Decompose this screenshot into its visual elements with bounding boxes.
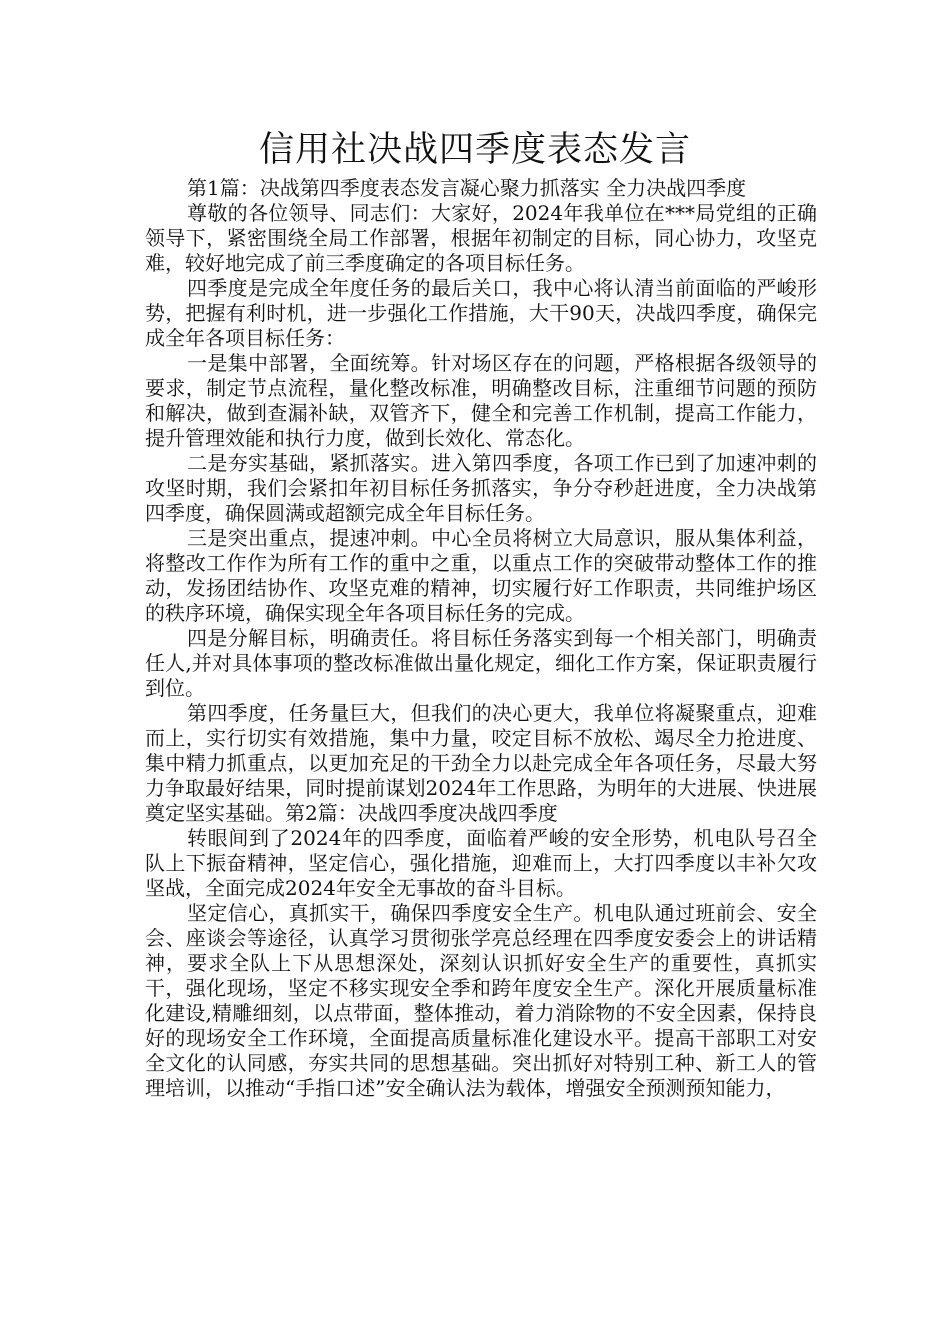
paragraph: 三是突出重点，提速冲刺。中心全员将树立大局意识，服从集体利益，将整改工作作为所有工作的重中之重，以重点工作的突破带动整体工作的推动，发扬团结协作、攻坚克难的精神，切实履行好工作职责，共同维护场区的秩序环境，确保实现全年各项目标任务的完成。 [145,526,817,625]
document-body [145,176,817,1101]
paragraph: 四季度是完成全年度任务的最后关口，我中心将认清当前面临的严峻形势，把握有利时机，进一步强化工作措施，大干90天，决战四季度，确保完成全年各项目标任务： [145,276,817,350]
section-heading-1: 第1篇：决战第四季度表态发言凝心聚力抓落实 全力决战四季度 [187,176,747,200]
paragraph: 第四季度，任务量巨大，但我们的决心更大，我单位将凝聚重点，迎难而上，实行切实有效措施，集中力量，咬定目标不放松、竭尽全力抢进度、集中精力抓重点，以更加充足的干劲全力以赴完成全年各项任务，尽最大努力争取最好结果，同时提前谋划2024年工作思路，为明年的大进展、快进展奠定坚实基础。第2篇：决战四季度决战四季度 [145,701,817,825]
document-title: 信用社决战四季度表态发言 [258,130,691,170]
paragraph: 转眼间到了2024年的四季度，面临着严峻的安全形势，机电队号召全队上下振奋精神，坚定信心，强化措施，迎难而上，大打四季度以丰补欠攻坚战，全面完成2024年安全无事故的奋斗目标。 [145,826,817,900]
paragraph: 四是分解目标，明确责任。将目标任务落实到每一个相关部门，明确责任人,并对具体事项的整改标准做出量化规定，细化工作方案，保证职责履行到位。 [145,626,817,700]
paragraph: 坚定信心，真抓实干，确保四季度安全生产。机电队通过班前会、安全会、座谈会等途径，认真学习贯彻张学亮总经理在四季度安委会上的讲话精神，要求全队上下从思想深处，深刻认识抓好安全生产的重要性，真抓实干，强化现场，坚定不移实现安全季和跨年度安全生产。深化开展质量标准化建设,精雕细刻，以点带面，整体推动，着力消除物的不安全因素，保持良好的现场安全工作环境，全面提高质量标准化建设水平。提高干部职工对安全文化的认同感，夯实共同的思想基础。突出抓好对特别工种、新工人的管理培训，以推动“手指口述”安全确认法为载体，增强安全预测预知能力， [145,901,817,1100]
paragraph: 二是夯实基础，紧抓落实。进入第四季度，各项工作已到了加速冲刺的攻坚时期，我们会紧扣年初目标任务抓落实，争分夺秒赶进度，全力决战第四季度，确保圆满或超额完成全年目标任务。 [145,451,817,525]
paragraph: 一是集中部署，全面统筹。针对场区存在的问题，严格根据各级领导的要求，制定节点流程，量化整改标准，明确整改目标，注重细节问题的预防和解决，做到查漏补缺，双管齐下，健全和完善工作机制，提高工作能力，提升管理效能和执行力度，做到长效化、常态化。 [145,351,817,450]
paragraph: 尊敬的各位领导、同志们：大家好，2024年我单位在***局党组的正确领导下，紧密围绕全局工作部署，根据年初制定的目标，同心协力，攻坚克难，较好地完成了前三季度确定的各项目标任务。 [145,201,817,275]
